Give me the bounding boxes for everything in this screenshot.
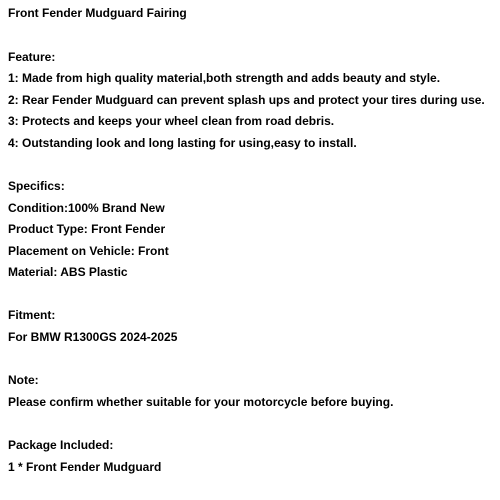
feature-item-1: 1: Made from high quality material,both strength and adds beauty and style. [8,71,441,85]
specifics-heading: Specifics: [8,179,65,193]
feature-heading: Feature: [8,50,56,64]
package-text: 1 * Front Fender Mudguard [8,460,162,474]
note-text: Please confirm whether suitable for your motorcycle before buying. [8,395,394,409]
fitment-heading: Fitment: [8,308,56,322]
feature-item-2: 2: Rear Fender Mudguard can prevent splash ups and protect your tires during use. [8,93,485,107]
specifics-condition: Condition:100% Brand New [8,201,165,215]
fitment-text: For BMW R1300GS 2024-2025 [8,330,178,344]
note-heading: Note: [8,373,39,387]
specifics-material: Material: ABS Plastic [8,265,128,279]
feature-item-4: 4: Outstanding look and long lasting for using,easy to install. [8,136,357,150]
specifics-product-type: Product Type: Front Fender [8,222,166,236]
feature-item-3: 3: Protects and keeps your wheel clean from road debris. [8,114,335,128]
specifics-placement: Placement on Vehicle: Front [8,244,169,258]
page-title: Front Fender Mudguard Fairing [8,6,187,20]
package-heading: Package Included: [8,438,114,452]
